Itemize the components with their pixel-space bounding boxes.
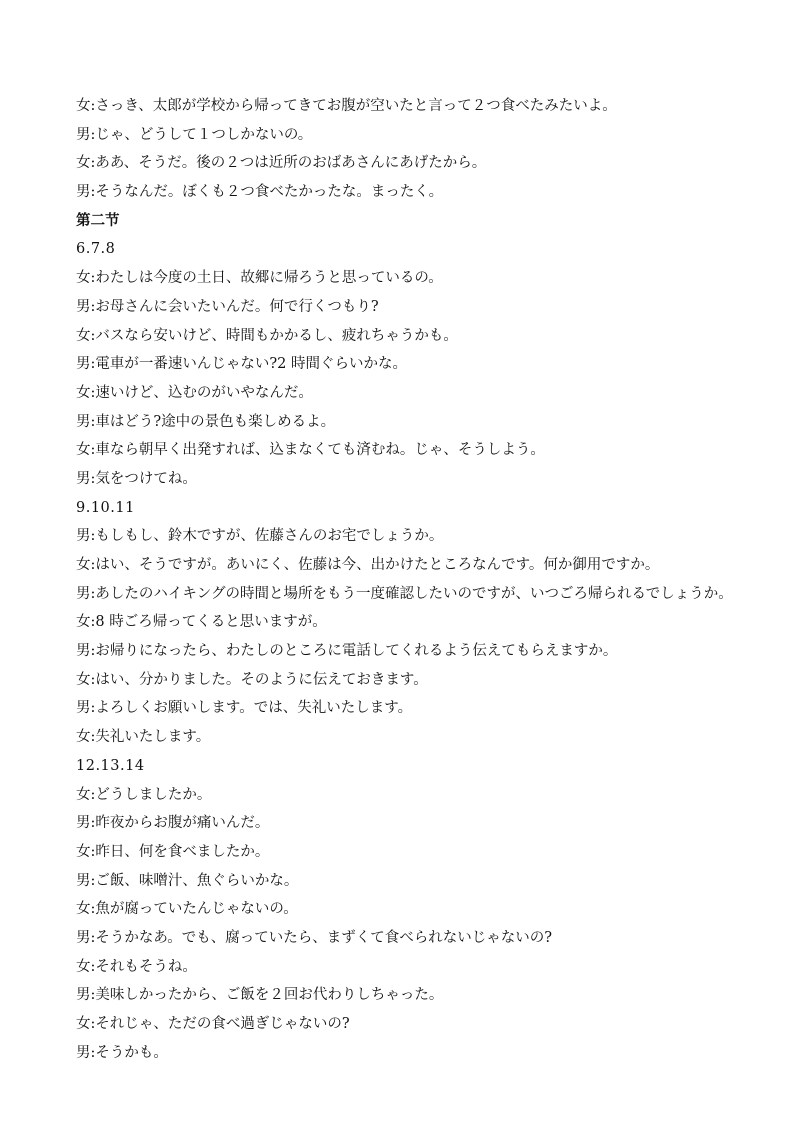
dialogue-line: 男:電車が一番速いんじゃない?2 時間ぐらいかな。 <box>76 356 407 373</box>
dialogue-line: 男:お母さんに会いたいんだ。何で行くつもり? <box>76 298 379 315</box>
dialogue-line: 女:車なら朝早く出発すれば、込まなくても済むね。じゃ、そうしよう。 <box>76 442 545 459</box>
dialogue-line: 女:はい、分かりました。そのように伝えておきます。 <box>76 671 428 688</box>
dialogue-line: 女:それもそうね。 <box>76 958 197 975</box>
dialogue-line: 男:車はどう?途中の景色も楽しめるよ。 <box>76 413 336 430</box>
document-page <box>76 92 776 1067</box>
dialogue-line: 女:どうしましたか。 <box>76 786 212 803</box>
dialogue-line: 男:もしもし、鈴木ですが、佐藤さんのお宅でしょうか。 <box>76 528 444 545</box>
question-numbers: 6.7.8 <box>76 241 116 258</box>
dialogue-line: 男:あしたのハイキングの時間と場所をもう一度確認したいのですが、いつごろ帰られるでしょうか。 <box>76 585 733 602</box>
dialogue-line: 女:さっき、太郎が学校から帰ってきてお腹が空いたと言って２つ食べたみたいよ。 <box>76 98 617 114</box>
dialogue-line: 男:そうかなあ。でも、腐っていたら、まずくて食べられないじゃないの? <box>76 929 553 946</box>
question-numbers: 12.13.14 <box>76 757 145 774</box>
dialogue-line: 女:魚が腐っていたんじゃないの。 <box>76 901 298 918</box>
section-heading: 第二节 <box>76 211 120 229</box>
dialogue-line: 男:そうかも。 <box>76 1044 168 1061</box>
dialogue-line: 女:それじゃ、ただの食べ過ぎじゃないの? <box>76 1016 350 1032</box>
dialogue-line: 男:美味しかったから、ご飯を２回お代わりしちゃった。 <box>76 987 444 1004</box>
dialogue-line: 男:お帰りになったら、わたしのところに電話してくれるよう伝えてもらえますか。 <box>76 643 618 660</box>
dialogue-line: 男:よろしくお願いします。では、失礼いたします。 <box>76 700 413 717</box>
dialogue-line: 男:気をつけてね。 <box>76 470 197 487</box>
dialogue-line: 女:速いけど、込むのがいやなんだ。 <box>76 384 313 401</box>
dialogue-line: 女:ああ、そうだ。後の２つは近所のおばあさんにあげたから。 <box>76 155 487 172</box>
dialogue-line: 女:昨日、何を食べましたか。 <box>76 843 270 860</box>
dialogue-line: 女:8 時ごろ帰ってくると思いますが。 <box>76 614 327 631</box>
dialogue-line: 女:はい、そうですが。あいにく、佐藤は今、出かけたところなんです。何か御用ですか。 <box>76 557 660 573</box>
dialogue-line: 男:じゃ、どうして１つしかないの。 <box>76 126 313 143</box>
dialogue-line: 女:わたしは今度の土日、故郷に帰ろうと思っているの。 <box>76 270 443 287</box>
dialogue-line: 女:失礼いたします。 <box>76 729 211 746</box>
dialogue-line: 男:そうなんだ。ぼくも２つ食べたかったな。まったく。 <box>76 184 444 201</box>
dialogue-line: 男:昨夜からお腹が痛いんだ。 <box>76 815 270 832</box>
dialogue-line: 女:バスなら安いけど、時間もかかるし、疲れちゃうかも。 <box>76 327 458 344</box>
dialogue-line: 男:ご飯、味噌汁、魚ぐらいかな。 <box>76 872 299 889</box>
question-numbers: 9.10.11 <box>76 499 135 516</box>
